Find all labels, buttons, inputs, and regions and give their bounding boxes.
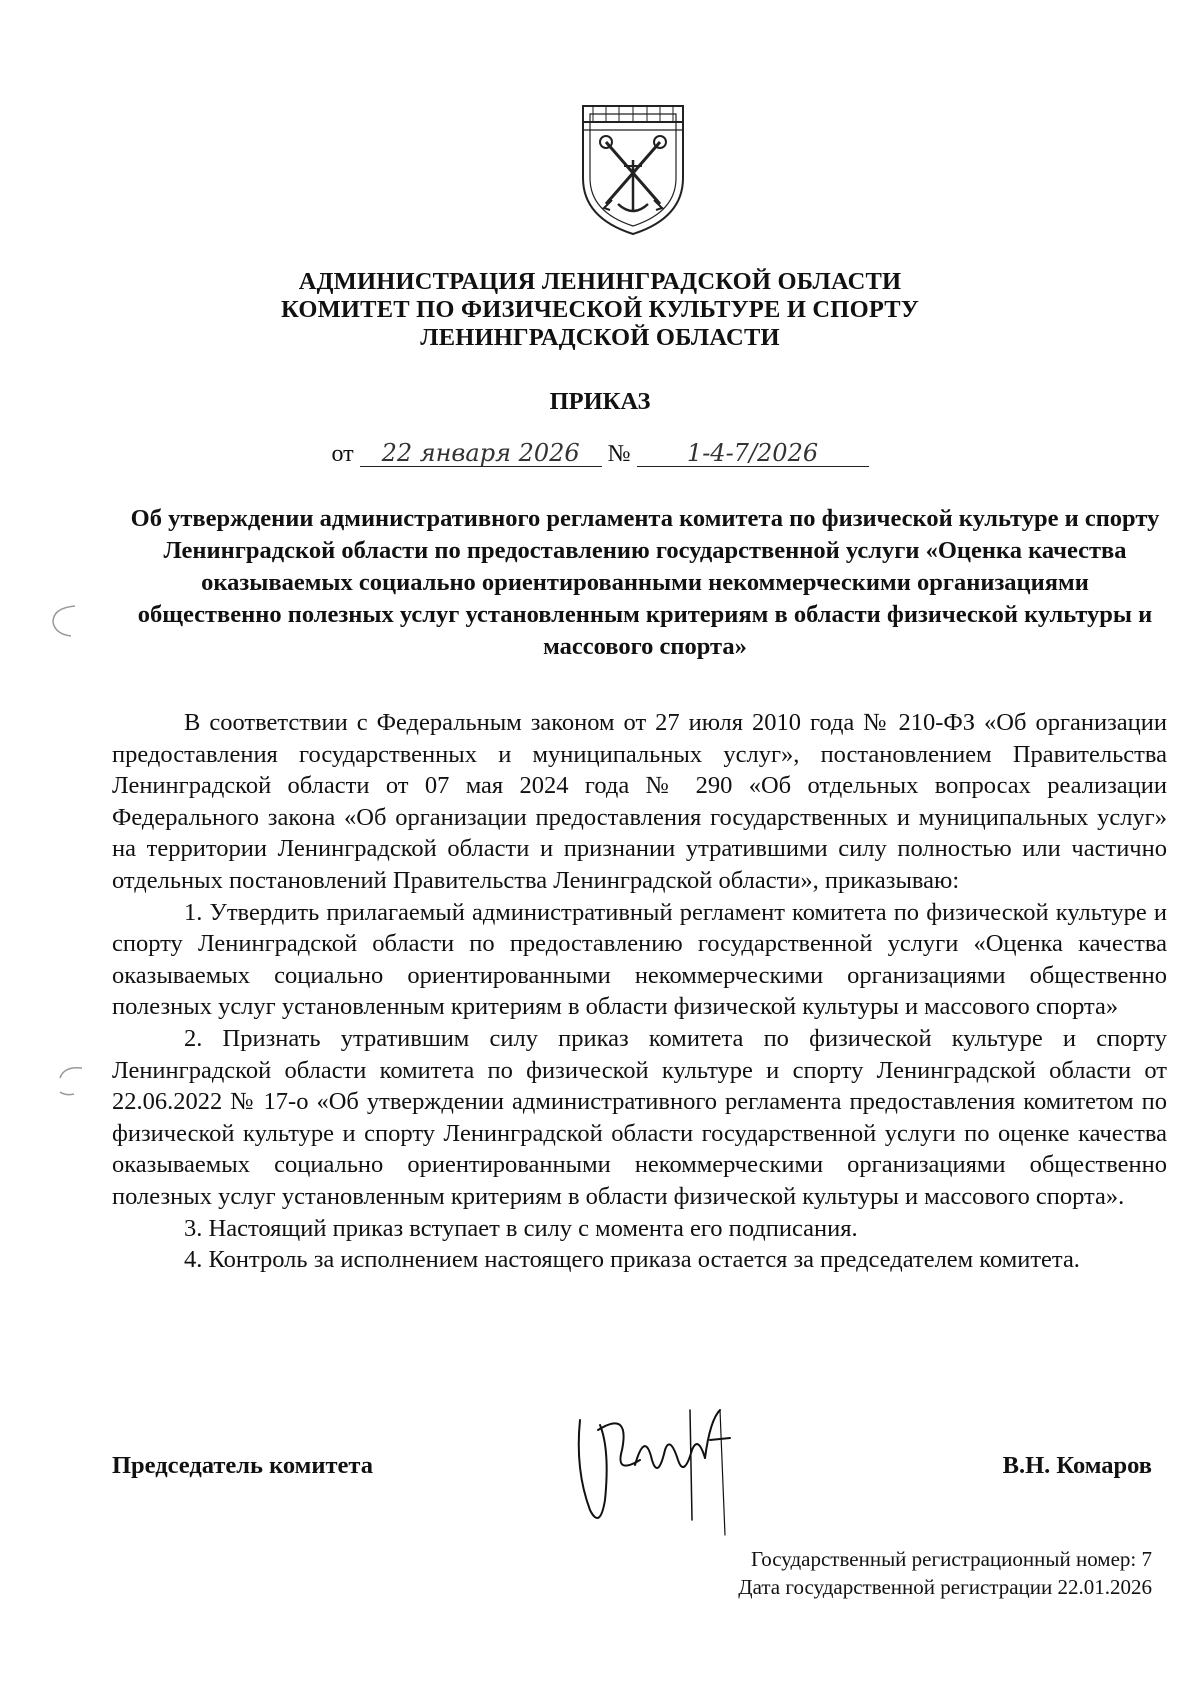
organization-header bbox=[0, 268, 1200, 352]
body-paragraph-item-3: 3. Настоящий приказ вступает в силу с момента его подписания. bbox=[184, 1214, 858, 1242]
punch-hole-mark-icon bbox=[52, 1060, 92, 1100]
body-paragraph-item-1: 1. Утвердить прилагаемый административный регламент комитета по физической культуре и спорту Ленинградской области по предоставлению государственной услуги «Оценка качества оказываемых социально ориентированными некоммерческими организациями общественно полезных услуг установленным критериям в области физической культуры и массового спорта» bbox=[112, 898, 1167, 1021]
signatory-name: В.Н. Комаров bbox=[1002, 1452, 1152, 1479]
handwritten-signature-icon bbox=[560, 1380, 770, 1540]
date-number-line bbox=[0, 440, 1200, 468]
punch-hole-mark-icon bbox=[45, 600, 85, 640]
registration-number: Государственный регистрационный номер: 7 bbox=[750, 1547, 1152, 1571]
from-label: от bbox=[331, 441, 354, 467]
coat-of-arms-icon bbox=[578, 100, 688, 236]
handwritten-date: 22 января 2026 bbox=[360, 440, 602, 467]
body-paragraph-item-2: 2. Признать утратившим силу приказ комитета по физической культуре и спорту Ленинградской области комитета по физической культуре и спорту Ленинградской области от 22.06.2022 № 17-о «Об утверждении административного регламента предоставления комитетом по физической культуре и спорту Ленинградской области государственной услуги по оценке качества оказываемых социально ориентированными некоммерческими организациями общественно полезных услуг установленным критериям в области физической культуры и массового спорта». bbox=[112, 1024, 1167, 1210]
order-body bbox=[112, 707, 1167, 1276]
body-paragraph-item-4: 4. Контроль за исполнением настоящего приказа остается за председателем комитета. bbox=[184, 1246, 1080, 1274]
handwritten-number: 1-4-7/2026 bbox=[637, 440, 869, 467]
signatory-position: Председатель комитета bbox=[112, 1452, 373, 1479]
number-label: № bbox=[607, 441, 631, 467]
header-line-3: ЛЕНИНГРАДСКОЙ ОБЛАСТИ bbox=[420, 324, 780, 351]
header-line-2: КОМИТЕТ ПО ФИЗИЧЕСКОЙ КУЛЬТУРЕ И СПОРТУ bbox=[280, 296, 920, 323]
header-line-1: АДМИНИСТРАЦИЯ ЛЕНИНГРАДСКОЙ ОБЛАСТИ bbox=[298, 268, 902, 295]
order-title: Об утверждении административного регламента комитета по физической культуре и спорту Ленинградской области по предоставлению государственной услуги «Оценка качества оказываемых социально ориентированными некоммерческими организациями общественно полезных услуг установленным критериям в области физической культуры и массового спорта» bbox=[130, 505, 1160, 660]
registration-date: Дата государственной регистрации 22.01.2026 bbox=[738, 1575, 1152, 1599]
document-type: ПРИКАЗ bbox=[549, 388, 651, 415]
body-paragraph-preamble: В соответствии с Федеральным законом от 27 июля 2010 года № 210-ФЗ «Об организации предоставления государственных и муниципальных услуг», постановлением Правительства Ленинградской области от 07 мая 2024 года № 290 «Об отдельных вопросах реализации Федерального закона «Об организации предоставления государственных и муниципальных услуг» на территории Ленинградской области и признании утратившими силу полностью или частично отдельных постановлений Правительства Ленинградской области», приказываю: bbox=[112, 709, 1167, 894]
registration-info bbox=[738, 1545, 1152, 1601]
